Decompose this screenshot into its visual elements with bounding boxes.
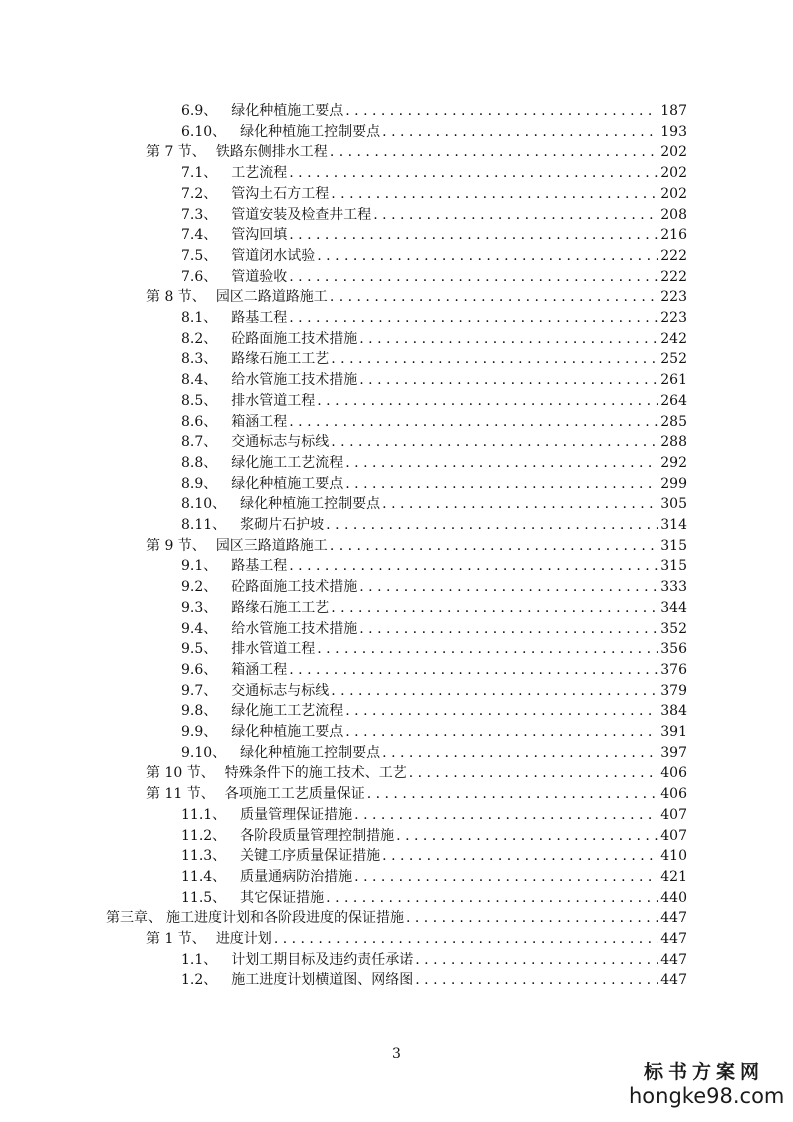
toc-dot-leader [382, 846, 658, 867]
toc-dot-leader [331, 681, 658, 702]
toc-entry-page: 299 [660, 475, 687, 492]
toc-entry-number: 7.2、 [181, 185, 218, 202]
toc-entry-title: 砼路面施工技术措施 [231, 330, 358, 347]
toc-entry-page: 376 [660, 661, 687, 678]
toc-entry-number: 9.4、 [181, 620, 218, 637]
watermark-site-text: hongke98.com [629, 1084, 785, 1108]
toc-entry-title: 管道验收 [231, 268, 288, 285]
toc-entry-page: 315 [660, 537, 687, 554]
toc-entry-page: 391 [660, 724, 687, 740]
toc-entry-number: 第 1 节、 [146, 931, 206, 947]
toc-entry-number: 7.5、 [181, 247, 218, 264]
toc-entry[interactable] [181, 349, 687, 370]
toc-entry-page: 222 [660, 247, 687, 264]
toc-entry-title: 路缘石施工工艺 [231, 599, 330, 616]
toc-entry-title: 绿化种植施工要点 [231, 724, 344, 740]
toc-entry-number: 1.1、 [181, 951, 218, 968]
toc-entry-title: 绿化种植施工控制要点 [240, 123, 381, 140]
toc-entry-number: 9.3、 [181, 599, 218, 616]
toc-entry-title: 绿化施工工艺流程 [231, 703, 344, 720]
toc-entry-title: 路基工程 [231, 558, 288, 575]
toc-entry-number: 11.5、 [181, 889, 227, 906]
toc-entry[interactable] [181, 246, 687, 267]
toc-entry-page: 379 [660, 682, 687, 699]
toc-entry-number: 1.2、 [181, 972, 218, 989]
toc-entry[interactable] [181, 619, 687, 640]
toc-entry-page: 292 [660, 454, 687, 471]
toc-dot-leader [345, 474, 658, 495]
toc-entry-page: 447 [660, 951, 687, 968]
toc-entry-title: 路基工程 [231, 310, 288, 326]
toc-entry[interactable] [146, 142, 687, 163]
toc-entry[interactable] [146, 784, 687, 805]
toc-dot-leader [415, 970, 658, 991]
toc-entry-page: 252 [660, 351, 687, 368]
toc-entry-title: 进度计划 [215, 931, 272, 947]
toc-entry[interactable] [181, 867, 687, 888]
toc-entry-number: 9.9、 [181, 724, 218, 740]
toc-entry[interactable] [181, 101, 687, 122]
toc-entry-title: 交通标志与标线 [231, 682, 330, 699]
toc-dot-leader [289, 163, 658, 184]
toc-entry-title: 给水管施工技术措施 [231, 620, 358, 637]
toc-entry[interactable] [181, 805, 687, 826]
toc-entry[interactable] [181, 267, 687, 288]
toc-entry[interactable] [181, 225, 687, 246]
toc-entry[interactable] [146, 287, 687, 308]
toc-dot-leader [415, 950, 658, 971]
toc-entry-title: 施工进度计划和各阶段进度的保证措施 [166, 910, 404, 927]
toc-entry-title: 绿化种植施工控制要点 [240, 496, 381, 513]
toc-dot-leader [359, 329, 658, 350]
toc-entry-page: 187 [660, 103, 687, 119]
toc-entry-title: 管道闭水试验 [231, 247, 316, 264]
toc-entry[interactable] [181, 701, 687, 722]
toc-entry-number: 7.1、 [181, 165, 218, 182]
toc-entry-number: 第 9 节、 [146, 537, 206, 554]
toc-entry-title: 工艺流程 [231, 165, 288, 182]
toc-entry-title: 绿化施工工艺流程 [231, 454, 344, 471]
toc-entry-title: 绿化种植施工控制要点 [240, 744, 381, 761]
toc-entry[interactable] [181, 329, 687, 350]
toc-entry-number: 第 11 节、 [146, 786, 215, 803]
toc-entry[interactable] [181, 494, 687, 515]
toc-entry-page: 261 [660, 372, 687, 389]
toc-entry-page: 193 [660, 123, 687, 140]
toc-entry-page: 223 [660, 310, 687, 326]
toc-dot-leader [367, 784, 659, 805]
toc-dot-leader [354, 867, 658, 888]
toc-entry-number: 6.9、 [181, 103, 218, 119]
toc-entry-page: 352 [660, 620, 687, 637]
toc-entry-page: 242 [660, 330, 687, 347]
toc-entry[interactable] [181, 370, 687, 391]
toc-entry-title: 园区三路道路施工 [215, 537, 328, 554]
toc-entry-number: 8.3、 [181, 351, 218, 368]
toc-entry[interactable] [181, 412, 687, 433]
toc-entry-number: 第 8 节、 [146, 289, 206, 306]
toc-entry-page: 222 [660, 268, 687, 285]
toc-entry-title: 箱涵工程 [231, 413, 288, 430]
toc-entry[interactable] [181, 826, 687, 847]
toc-dot-leader [289, 412, 658, 433]
toc-dot-leader [274, 929, 658, 950]
toc-dot-leader [359, 619, 658, 640]
toc-entry-title: 管沟土石方工程 [231, 185, 330, 202]
toc-entry-number: 8.7、 [181, 434, 218, 451]
toc-entry-title: 质量通病防治措施 [240, 868, 353, 885]
toc-entry-number: 8.2、 [181, 330, 218, 347]
toc-entry-number: 7.6、 [181, 268, 218, 285]
toc-entry-number: 9.2、 [181, 579, 218, 596]
toc-dot-leader [289, 225, 658, 246]
toc-dot-leader [289, 660, 658, 681]
toc-entry[interactable] [181, 391, 687, 412]
toc-entry-title: 管沟回填 [231, 227, 288, 244]
toc-entry-title: 铁路东侧排水工程 [215, 144, 328, 161]
toc-dot-leader [396, 826, 658, 847]
toc-entry[interactable] [181, 639, 687, 660]
toc-entry-page: 397 [660, 744, 687, 761]
toc-dot-leader [331, 349, 658, 370]
toc-entry-title: 其它保证措施 [240, 889, 325, 906]
toc-entry-page: 406 [660, 765, 687, 782]
toc-entry[interactable] [181, 743, 687, 764]
watermark-chinese-text: 标书方案网 [643, 1061, 764, 1083]
toc-dot-leader [317, 391, 658, 412]
toc-entry[interactable] [146, 929, 687, 950]
toc-entry-page: 440 [660, 889, 687, 906]
toc-entry-title: 箱涵工程 [231, 661, 288, 678]
toc-entry-number: 9.5、 [181, 641, 218, 658]
toc-entry-page: 305 [660, 496, 687, 513]
toc-entry[interactable] [146, 763, 687, 784]
toc-entry-page: 202 [660, 185, 687, 202]
toc-entry-page: 447 [660, 972, 687, 989]
toc-entry-number: 9.1、 [181, 558, 218, 575]
toc-dot-leader [359, 577, 658, 598]
toc-entry-number: 11.4、 [181, 868, 227, 885]
toc-entry-title: 计划工期目标及违约责任承诺 [231, 951, 414, 968]
toc-entry-number: 8.4、 [181, 372, 218, 389]
toc-dot-leader [289, 556, 658, 577]
toc-entry-title: 砼路面施工技术措施 [231, 579, 358, 596]
toc-entry[interactable] [181, 681, 687, 702]
toc-dot-leader [345, 101, 658, 122]
page-number: 3 [392, 1046, 401, 1062]
toc-entry-number: 7.4、 [181, 227, 218, 244]
toc-entry-page: 285 [660, 413, 687, 430]
toc-entry-number: 9.8、 [181, 703, 218, 720]
toc-dot-leader [345, 722, 658, 743]
toc-entry[interactable] [181, 577, 687, 598]
toc-entry-title: 管道安装及检查井工程 [231, 206, 372, 223]
toc-dot-leader [382, 743, 658, 764]
toc-entry[interactable] [181, 660, 687, 681]
toc-entry[interactable] [106, 908, 687, 929]
toc-entry-page: 447 [660, 931, 687, 947]
toc-entry[interactable] [181, 970, 687, 991]
watermark-logo [629, 1060, 785, 1108]
toc-entry-page: 264 [660, 392, 687, 409]
toc-dot-leader [345, 453, 658, 474]
toc-entry-number: 8.9、 [181, 475, 218, 492]
toc-entry-number: 8.5、 [181, 392, 218, 409]
toc-entry-page: 288 [660, 434, 687, 451]
toc-dot-leader [330, 142, 658, 163]
toc-entry-number: 9.7、 [181, 682, 218, 699]
toc-entry-number: 6.10、 [181, 123, 227, 140]
toc-entry[interactable] [181, 432, 687, 453]
toc-entry-page: 421 [660, 868, 687, 885]
toc-entry[interactable] [181, 163, 687, 184]
toc-entry-page: 384 [660, 703, 687, 720]
toc-entry[interactable] [181, 122, 687, 143]
toc-entry-page: 216 [660, 227, 687, 244]
toc-entry[interactable] [181, 888, 687, 909]
toc-entry[interactable] [181, 515, 687, 536]
toc-entry[interactable] [181, 846, 687, 867]
toc-entry-page: 344 [660, 599, 687, 616]
toc-dot-leader [326, 888, 658, 909]
toc-entry-title: 各项施工工艺质量保证 [224, 786, 365, 803]
toc-entry[interactable] [181, 950, 687, 971]
toc-entry[interactable] [181, 598, 687, 619]
toc-entry-number: 8.1、 [181, 310, 218, 326]
toc-entry-page: 208 [660, 206, 687, 223]
toc-entry-page: 410 [660, 848, 687, 865]
toc-entry-title: 绿化种植施工要点 [231, 475, 344, 492]
toc-entry-page: 447 [660, 910, 687, 927]
toc-entry-title: 交通标志与标线 [231, 434, 330, 451]
toc-dot-leader [289, 308, 658, 329]
toc-entry[interactable] [181, 556, 687, 577]
toc-entry[interactable] [181, 184, 687, 205]
toc-entry-page: 202 [660, 144, 687, 161]
toc-entry-title: 施工进度计划横道图、网络图 [231, 972, 414, 989]
toc-entry-title: 关键工序质量保证措施 [240, 848, 381, 865]
toc-dot-leader [331, 598, 658, 619]
toc-entry[interactable] [181, 474, 687, 495]
toc-dot-leader [354, 805, 658, 826]
toc-entry-page: 202 [660, 165, 687, 182]
toc-entry-title: 特殊条件下的施工技术、工艺 [224, 765, 407, 782]
toc-entry-page: 407 [660, 806, 687, 823]
toc-entry-page: 333 [660, 579, 687, 596]
toc-dot-leader [345, 701, 658, 722]
toc-entry-title: 绿化种植施工要点 [231, 103, 344, 119]
toc-dot-leader [317, 246, 658, 267]
toc-dot-leader [326, 515, 658, 536]
toc-dot-leader [382, 494, 658, 515]
toc-entry-page: 356 [660, 641, 687, 658]
toc-entry-page: 314 [660, 517, 687, 533]
toc-entry-title: 排水管道工程 [231, 392, 316, 409]
toc-entry[interactable] [181, 453, 687, 474]
toc-dot-leader [406, 908, 658, 929]
toc-entry-title: 排水管道工程 [231, 641, 316, 658]
toc-dot-leader [409, 763, 659, 784]
toc-entry-number: 第 10 节、 [146, 765, 215, 782]
toc-dot-leader [382, 122, 658, 143]
toc-entry[interactable] [181, 308, 687, 329]
toc-entry-number: 8.10、 [181, 496, 227, 513]
toc-entry[interactable] [146, 536, 687, 557]
toc-entry-title: 给水管施工技术措施 [231, 372, 358, 389]
toc-entry-number: 11.3、 [181, 848, 227, 865]
toc-entry-number: 9.6、 [181, 661, 218, 678]
toc-entry-number: 第 7 节、 [146, 144, 206, 161]
toc-dot-leader [330, 287, 658, 308]
toc-entry-number: 9.10、 [181, 744, 227, 761]
toc-entry-title: 质量管理保证措施 [240, 806, 353, 823]
toc-entry-number: 11.2、 [181, 827, 227, 844]
toc-entry-page: 223 [660, 289, 687, 306]
toc-dot-leader [289, 267, 658, 288]
toc-dot-leader [359, 370, 658, 391]
toc-dot-leader [330, 536, 658, 557]
toc-entry[interactable] [181, 205, 687, 226]
toc-entry-title: 浆砌片石护坡 [240, 517, 325, 533]
toc-entry-page: 315 [660, 558, 687, 575]
toc-entry-page: 406 [660, 786, 687, 803]
toc-dot-leader [331, 184, 658, 205]
toc-entry-number: 第三章、 [106, 910, 162, 927]
toc-entry-title: 各阶段质量管理控制措施 [240, 827, 395, 844]
toc-entry-number: 8.11、 [181, 517, 227, 533]
toc-entry-title: 路缘石施工工艺 [231, 351, 330, 368]
toc-entry-number: 7.3、 [181, 206, 218, 223]
toc-entry[interactable] [181, 722, 687, 743]
toc-dot-leader [317, 639, 658, 660]
toc-entry-page: 407 [660, 827, 687, 844]
toc-entry-number: 11.1、 [181, 806, 227, 823]
toc-entry-number: 8.8、 [181, 454, 218, 471]
toc-entry-title: 园区二路道路施工 [215, 289, 328, 306]
toc-entry-number: 8.6、 [181, 413, 218, 430]
toc-dot-leader [331, 432, 658, 453]
toc-dot-leader [373, 205, 658, 226]
